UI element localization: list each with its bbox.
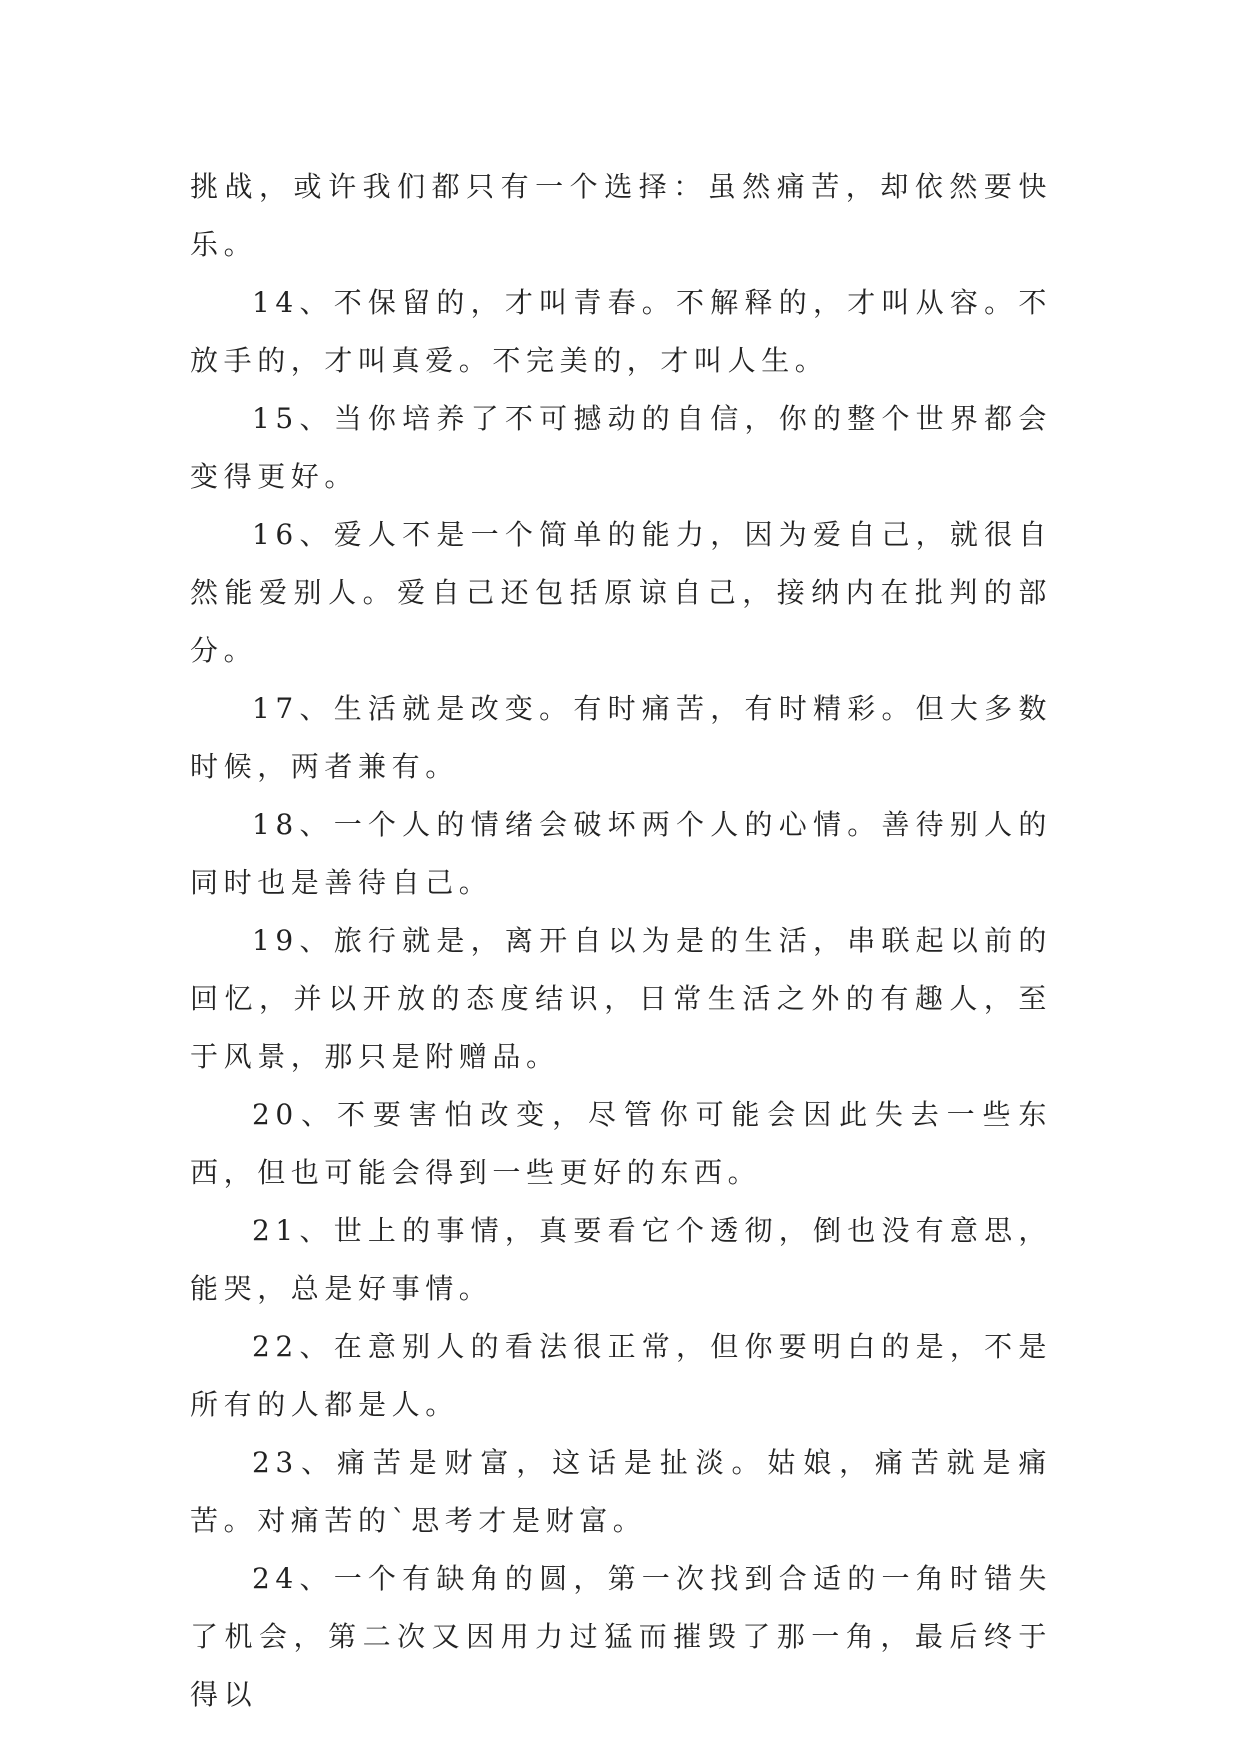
document-body xyxy=(190,158,1052,1724)
paragraph-14: 14、不保留的，才叫青春。不解释的，才叫从容。不放手的，才叫真爱。不完美的，才叫人生。 xyxy=(190,286,1052,377)
paragraph-continued: 挑战，或许我们都只有一个选择：虽然痛苦，却依然要快乐。 xyxy=(190,170,1052,261)
paragraph-22: 22、在意别人的看法很正常，但你要明白的是，不是所有的人都是人。 xyxy=(190,1330,1052,1421)
paragraph-23: 23、痛苦是财富，这话是扯淡。姑娘，痛苦就是痛苦。对痛苦的`思考才是财富。 xyxy=(190,1446,1052,1537)
paragraph-16: 16、爱人不是一个简单的能力，因为爱自己，就很自然能爱别人。爱自己还包括原谅自己，接纳内在批判的部分。 xyxy=(190,518,1052,667)
paragraph-18: 18、一个人的情绪会破坏两个人的心情。善待别人的同时也是善待自己。 xyxy=(190,808,1052,899)
paragraph-20: 20、不要害怕改变，尽管你可能会因此失去一些东西，但也可能会得到一些更好的东西。 xyxy=(190,1098,1052,1189)
paragraph-19: 19、旅行就是，离开自以为是的生活，串联起以前的回忆，并以开放的态度结识，日常生活之外的有趣人，至于风景，那只是附赠品。 xyxy=(190,924,1052,1073)
paragraph-24: 24、一个有缺角的圆，第一次找到合适的一角时错失了机会，第二次又因用力过猛而摧毁了那一角，最后终于得以 xyxy=(190,1562,1052,1711)
paragraph-17: 17、生活就是改变。有时痛苦，有时精彩。但大多数时候，两者兼有。 xyxy=(190,692,1052,783)
paragraph-21: 21、世上的事情，真要看它个透彻，倒也没有意思，能哭，总是好事情。 xyxy=(190,1214,1052,1305)
paragraph-15: 15、当你培养了不可撼动的自信，你的整个世界都会变得更好。 xyxy=(190,402,1052,493)
